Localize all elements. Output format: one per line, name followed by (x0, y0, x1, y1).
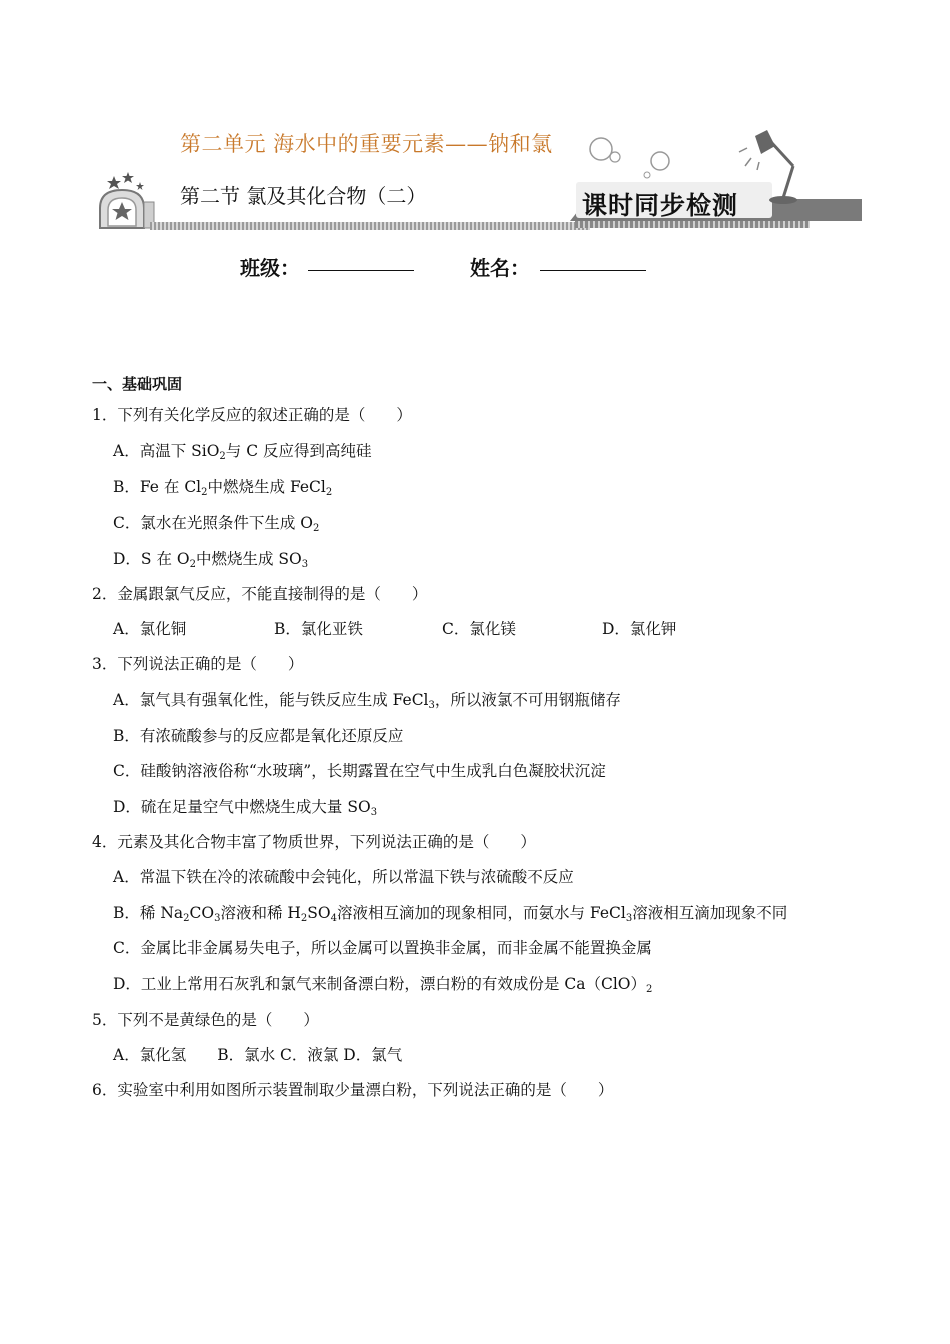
question-1-option-c[interactable]: C．氯水在光照条件下生成 $O_2$ (113, 514, 320, 534)
question-6-stem: 6．实验室中利用如图所示装置制取少量漂白粉，下列说法正确的是（ ） (92, 1081, 614, 1099)
question-4-stem: 4．元素及其化合物丰富了物质世界，下列说法正确的是（ ） (92, 833, 536, 851)
class-label: 班级： (240, 256, 300, 280)
question-2-option-c[interactable]: C．氯化镁 (442, 620, 516, 638)
banner-band-light (575, 221, 810, 228)
name-label: 姓名： (470, 256, 530, 280)
question-4-option-d[interactable]: D．工业上常用石灰乳和氯气来制备漂白粉，漂白粉的有效成份是 $Ca(ClO)_2$ (113, 975, 653, 995)
desk-lamp-icon (735, 128, 815, 208)
question-4-option-b[interactable]: B．稀 $Na_2CO_3$溶液和稀 $H_2SO_4$溶液相互滴加的现象相同，而氨水与 FeCl$_3$溶液相互滴加现象不同 (113, 904, 788, 924)
section-title: 第二节 氯及其化合物（二） (180, 184, 427, 208)
section-heading: 一、基础巩固 (92, 375, 183, 393)
question-3-option-d[interactable]: D．硫在足量空气中燃烧生成大量 $SO_3$ (113, 798, 378, 818)
banner-label: 课时同步检测 (582, 191, 739, 220)
question-1-option-d[interactable]: D．S 在 $O_2$中燃烧生成 $SO_3$ (113, 550, 309, 570)
question-1-option-a[interactable]: A．高温下 SiO$_2$与 C 反应得到高纯硅 (113, 442, 372, 462)
bubbles-icon (585, 135, 675, 185)
question-3-option-a[interactable]: A．氯气具有强氧化性，能与铁反应生成 FeCl$_3$，所以液氯不可用钢瓶储存 (113, 691, 621, 711)
question-4-option-a[interactable]: A．常温下铁在冷的浓硫酸中会钝化，所以常温下铁与浓硫酸不反应 (113, 868, 574, 886)
class-field[interactable] (308, 270, 414, 271)
question-2-option-d[interactable]: D．氯化钾 (602, 620, 677, 638)
question-2-stem: 2．金属跟氯气反应，不能直接制得的是（ ） (92, 585, 428, 603)
question-2-option-b[interactable]: B．氯化亚铁 (274, 620, 363, 638)
question-5-options[interactable]: A．氯化氢 B．氯水 C．液氯 D．氯气 (113, 1046, 403, 1064)
banner-band (150, 222, 590, 230)
header-banner (0, 0, 950, 240)
unit-title: 第二单元 海水中的重要元素——钠和氯 (180, 132, 553, 156)
question-1-option-b[interactable]: B．Fe 在 $Cl_2$中燃烧生成 FeCl$_2$ (113, 478, 333, 498)
question-2-option-a[interactable]: A．氯化铜 (113, 620, 187, 638)
name-field[interactable] (540, 270, 646, 271)
question-5-stem: 5．下列不是黄绿色的是（ ） (92, 1011, 319, 1029)
question-3-stem: 3．下列说法正确的是（ ） (92, 655, 304, 673)
question-3-option-c[interactable]: C．硅酸钠溶液俗称“水玻璃”，长期露置在空气中生成乳白色凝胶状沉淀 (113, 762, 606, 780)
question-4-option-c[interactable]: C．金属比非金属易失电子，所以金属可以置换非金属，而非金属不能置换金属 (113, 939, 652, 957)
question-1-stem: 1．下列有关化学反应的叙述正确的是（ ） (92, 406, 412, 424)
question-3-option-b[interactable]: B．有浓硫酸参与的反应都是氧化还原反应 (113, 727, 404, 745)
